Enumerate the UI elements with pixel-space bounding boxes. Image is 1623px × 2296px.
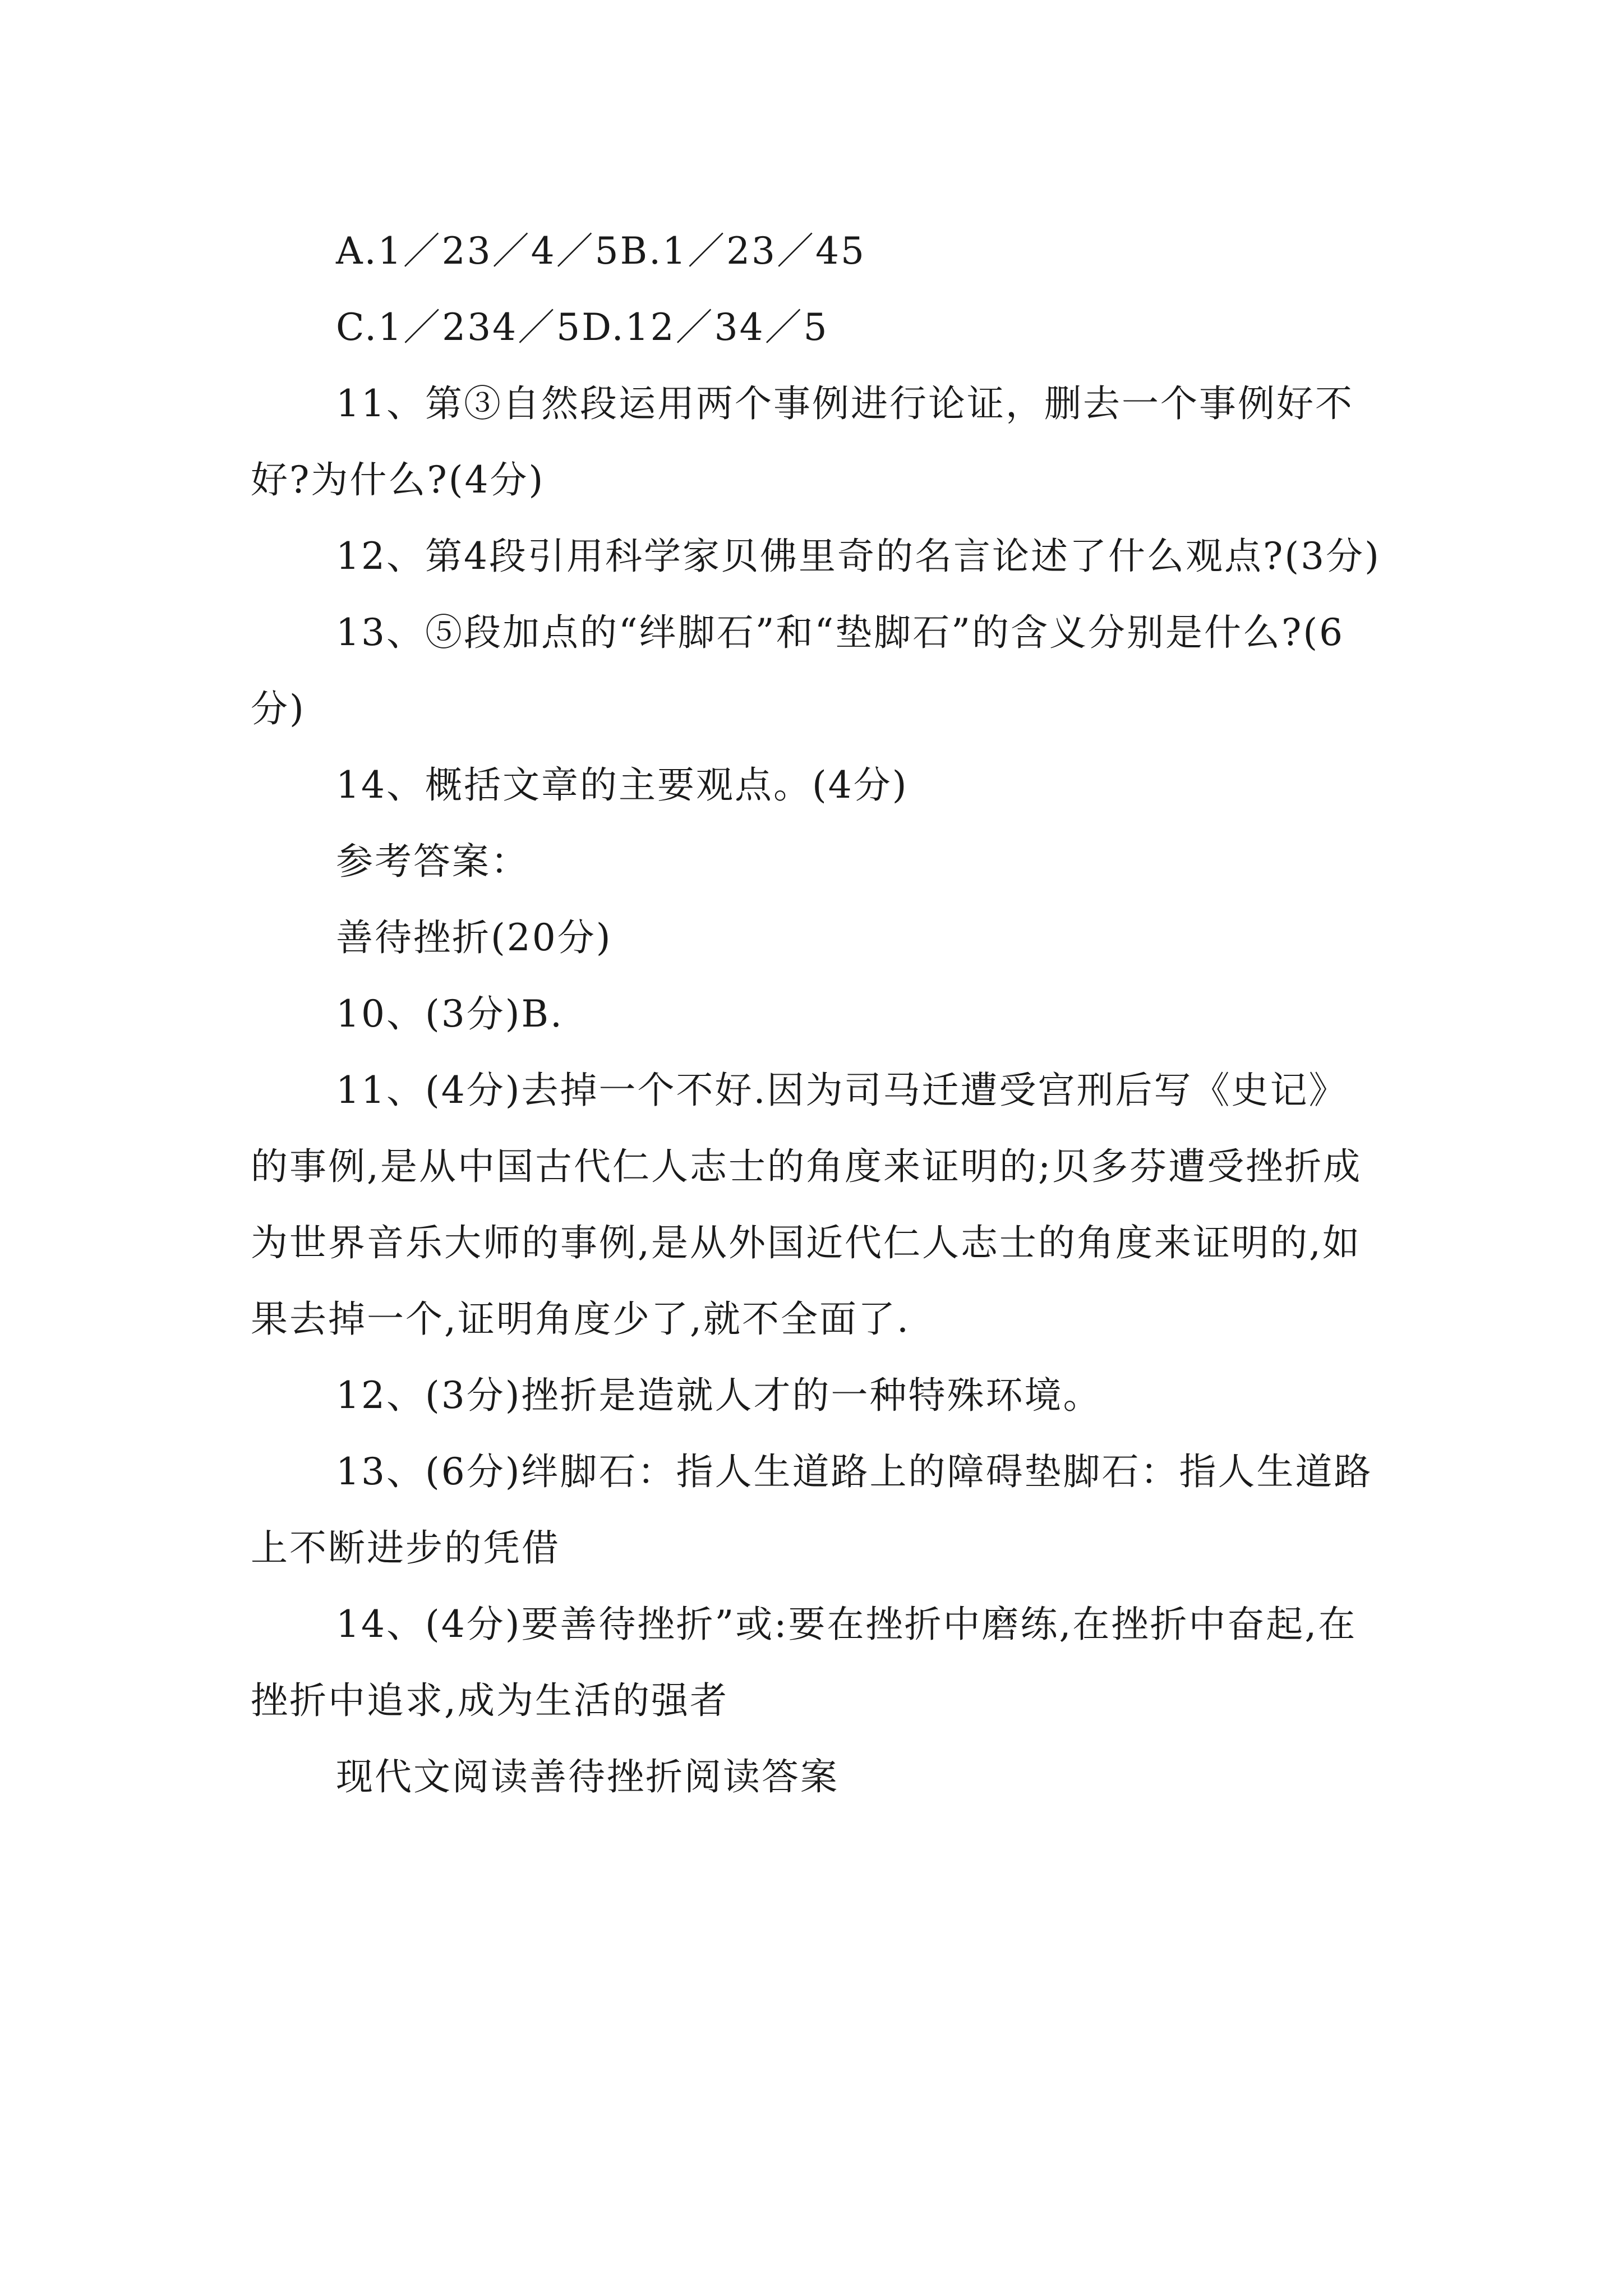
answer-10: 10、(3分)B.: [336, 992, 564, 1036]
document-body: [251, 213, 1384, 1815]
question-12: 12、第4段引用科学家贝佛里奇的名言论述了什么观点?(3分): [336, 535, 1381, 578]
answer-11: 11、(4分)去掉一个不好.因为司马迁遭受宫刑后写《史记》的事例,是从中国古代仁人志士的角度来证明的;贝多芬遭受挫折成为世界音乐大师的事例,是从外国近代仁人志士的角度来证明的,如果去掉一个,证明角度少了,就不全面了.: [251, 1069, 1362, 1341]
question-13: 13、⑤段加点的“绊脚石”和“垫脚石”的含义分别是什么?(6分): [251, 611, 1345, 730]
document-footer-title: 现代文阅读善待挫折阅读答案: [336, 1755, 839, 1798]
answer-12: 12、(3分)挫折是造就人才的一种特殊环境。: [336, 1374, 1102, 1417]
option-line-cd: C.1／234／5D.12／34／5: [336, 306, 829, 349]
answer-13: 13、(6分)绊脚石：指人生道路上的障碍垫脚石：指人生道路上不断进步的凭借: [251, 1450, 1373, 1570]
answer-title: 善待挫折(20分): [336, 916, 612, 959]
question-11: 11、第③自然段运用两个事例进行论证，删去一个事例好不好?为什么?(4分): [251, 382, 1354, 501]
question-14: 14、概括文章的主要观点。(4分): [336, 763, 909, 807]
answer-14: 14、(4分)要善待挫折”或:要在挫折中磨练,在挫折中奋起,在挫折中追求,成为生活的强者: [251, 1603, 1357, 1722]
option-line-ab: A.1／23／4／5B.1／23／45: [336, 229, 866, 273]
answer-heading: 参考答案：: [336, 840, 529, 883]
